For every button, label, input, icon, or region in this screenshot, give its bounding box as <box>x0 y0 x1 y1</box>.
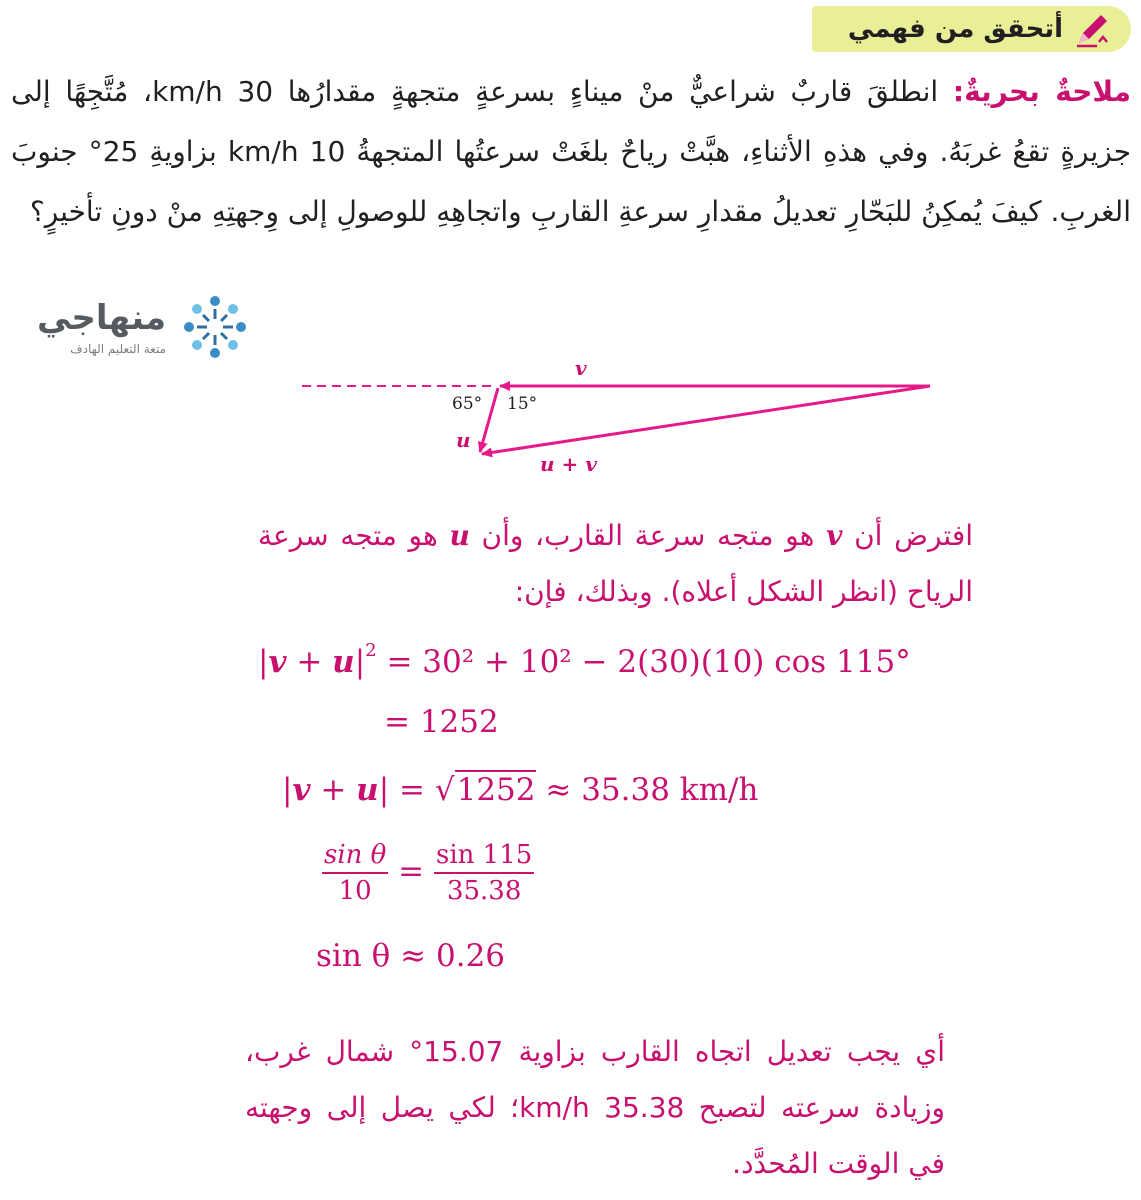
badge-title: أتحقق من فهمي <box>847 14 1063 44</box>
equation-3-radicand: 1252 <box>456 772 536 808</box>
label-u: u <box>456 428 471 452</box>
fraction-left-den: 10 <box>338 876 372 906</box>
vector-diagram-svg <box>290 356 950 486</box>
equation-2-text: = 1252 <box>384 704 499 740</box>
logo-name: منهاجي <box>36 298 166 338</box>
equation-3: |v + u| = √1252 ≈ 35.38 km/h <box>282 772 759 808</box>
solution-vector-u: u <box>449 519 470 552</box>
equation-2 <box>384 704 499 740</box>
equation-1-rhs: = 30² + 10² − 2(30)(10) cos 115° <box>386 644 911 680</box>
fraction-right-num: sin 115 <box>434 840 534 874</box>
fraction-left <box>322 840 388 906</box>
equation-3-result: ≈ 35.38 km/h <box>545 772 759 808</box>
solution-text-2: هو متجه سرعة القارب، وأن <box>481 519 815 552</box>
conclusion-text: أي يجب تعديل اتجاه القارب بزاوية 15.07° شمال غرب، وزيادة سرعته لتصبح 35.38 km/h؛ لكي يصل إلى وجهته في الوقت المُحدَّد. <box>245 1035 945 1180</box>
label-v: v <box>575 356 587 380</box>
section-badge <box>812 6 1131 52</box>
solution-text-1: افترض أن <box>854 519 973 552</box>
logo-tagline: متعة التعليم الهادف <box>70 342 166 356</box>
logo-mark-icon <box>174 292 256 362</box>
vector-diagram <box>290 356 950 486</box>
angle-65-label: 65° <box>452 394 483 414</box>
problem-body: انطلقَ قاربٌ شراعيٌّ منْ ميناءٍ بسرعةٍ متجهةٍ مقدارُها 30 km/h، مُتَّجِهًا إلى جزيرةٍ تقعُ غربَهُ. وفي هذهِ الأثناءِ، هبَّتْ رياحٌ بلغَتْ سرعتُها المتجهةُ 10 km/h بزاويةِ 25° جنوبَ الغربِ. كيفَ يُمكِنُ للبَحّارِ تعديلُ مقدارِ سرعةِ القاربِ واتجاهِهِ للوصولِ إلى وِجهتِهِ منْ دونِ تأخيرٍ؟ <box>11 75 1132 228</box>
equation-1: $|v + u|^2 = 30^2 + 10^2 - 2(30)(10)$ cos 115° <box>258 640 911 680</box>
vector-sum-arrow <box>482 386 930 454</box>
solution-vector-v: v <box>826 519 843 552</box>
equation-5-text: sin θ ≈ 0.26 <box>316 938 506 974</box>
solution-text-3: هو متجه سرعة الرياح (انظر الشكل أعلاه). وبذلك، فإن: <box>258 519 973 608</box>
pencil-icon <box>1073 9 1113 49</box>
equation-4: $\frac{\text{sin θ}}{10}$ = $\frac{\sin 115}{35.38}$ <box>324 840 533 906</box>
solution-intro <box>258 508 973 620</box>
publisher-logo <box>32 292 262 364</box>
fraction-left-num: sin θ <box>322 840 388 874</box>
equation-5 <box>316 938 505 974</box>
label-u-plus-v: u + v <box>540 452 597 476</box>
problem-lead: ملاحةٌ بحريةٌ: <box>952 75 1132 108</box>
angle-15-label: 15° <box>507 394 538 414</box>
problem-text <box>11 62 1131 242</box>
fraction-right-den: 35.38 <box>446 876 522 906</box>
fraction-right <box>434 840 534 906</box>
vector-u-arrow <box>480 388 498 452</box>
